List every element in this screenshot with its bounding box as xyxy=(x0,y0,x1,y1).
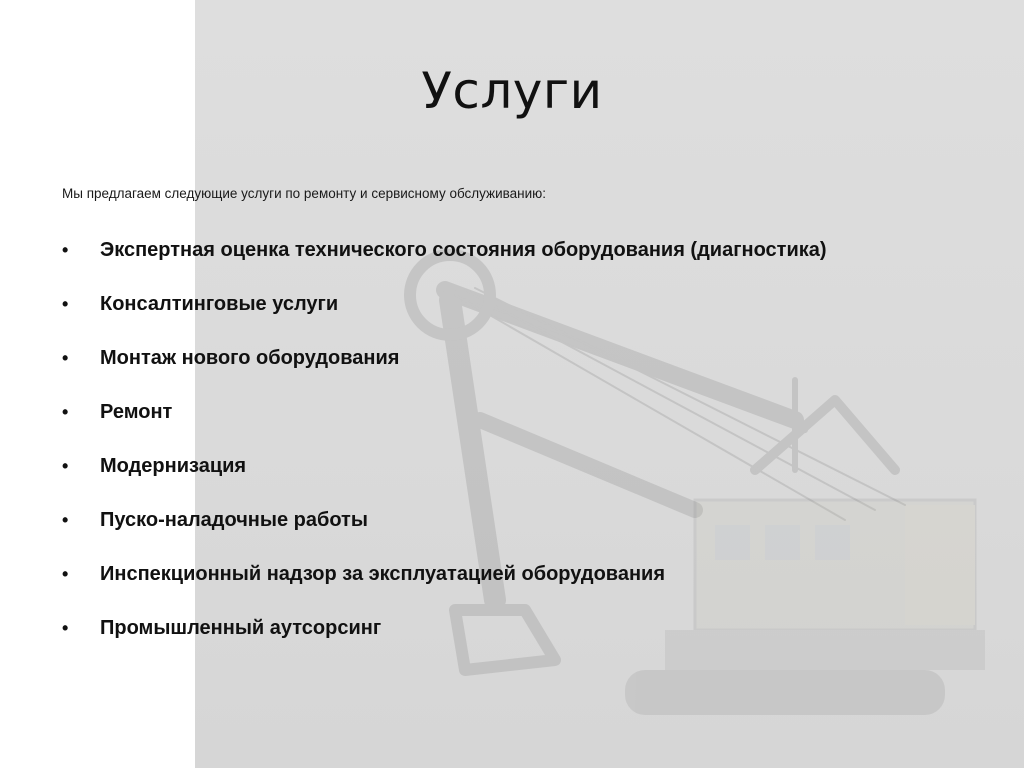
bullet-icon: • xyxy=(62,510,69,530)
service-item xyxy=(62,452,982,506)
service-item-label: Модернизация xyxy=(100,455,247,477)
bullet-icon: • xyxy=(62,348,69,368)
service-item xyxy=(62,560,982,614)
bullet-icon: • xyxy=(62,240,69,260)
service-item-label: Инспекционный надзор за эксплуатацией оборудования xyxy=(100,563,665,585)
services-list xyxy=(62,236,982,668)
slide-title: Услуги xyxy=(421,62,603,120)
bullet-icon: • xyxy=(62,294,69,314)
service-item xyxy=(62,290,982,344)
service-item-label: Промышленный аутсорсинг xyxy=(100,617,382,639)
service-item-label: Ремонт xyxy=(100,401,173,423)
bullet-icon: • xyxy=(62,402,69,422)
service-item-label: Экспертная оценка технического состояния оборудования (диагностика) xyxy=(100,239,827,261)
bullet-icon: • xyxy=(62,564,69,584)
service-item xyxy=(62,398,982,452)
service-item-label: Консалтинговые услуги xyxy=(100,293,339,315)
intro-text: Мы предлагаем следующие услуги по ремонту и сервисному обслуживанию: xyxy=(62,186,547,201)
service-item-label: Монтаж нового оборудования xyxy=(100,347,400,369)
bullet-icon: • xyxy=(62,618,69,638)
service-item xyxy=(62,236,982,290)
service-item xyxy=(62,344,982,398)
service-item xyxy=(62,506,982,560)
service-item-label: Пуско-наладочные работы xyxy=(100,509,368,531)
service-item xyxy=(62,614,982,668)
bullet-icon: • xyxy=(62,456,69,476)
